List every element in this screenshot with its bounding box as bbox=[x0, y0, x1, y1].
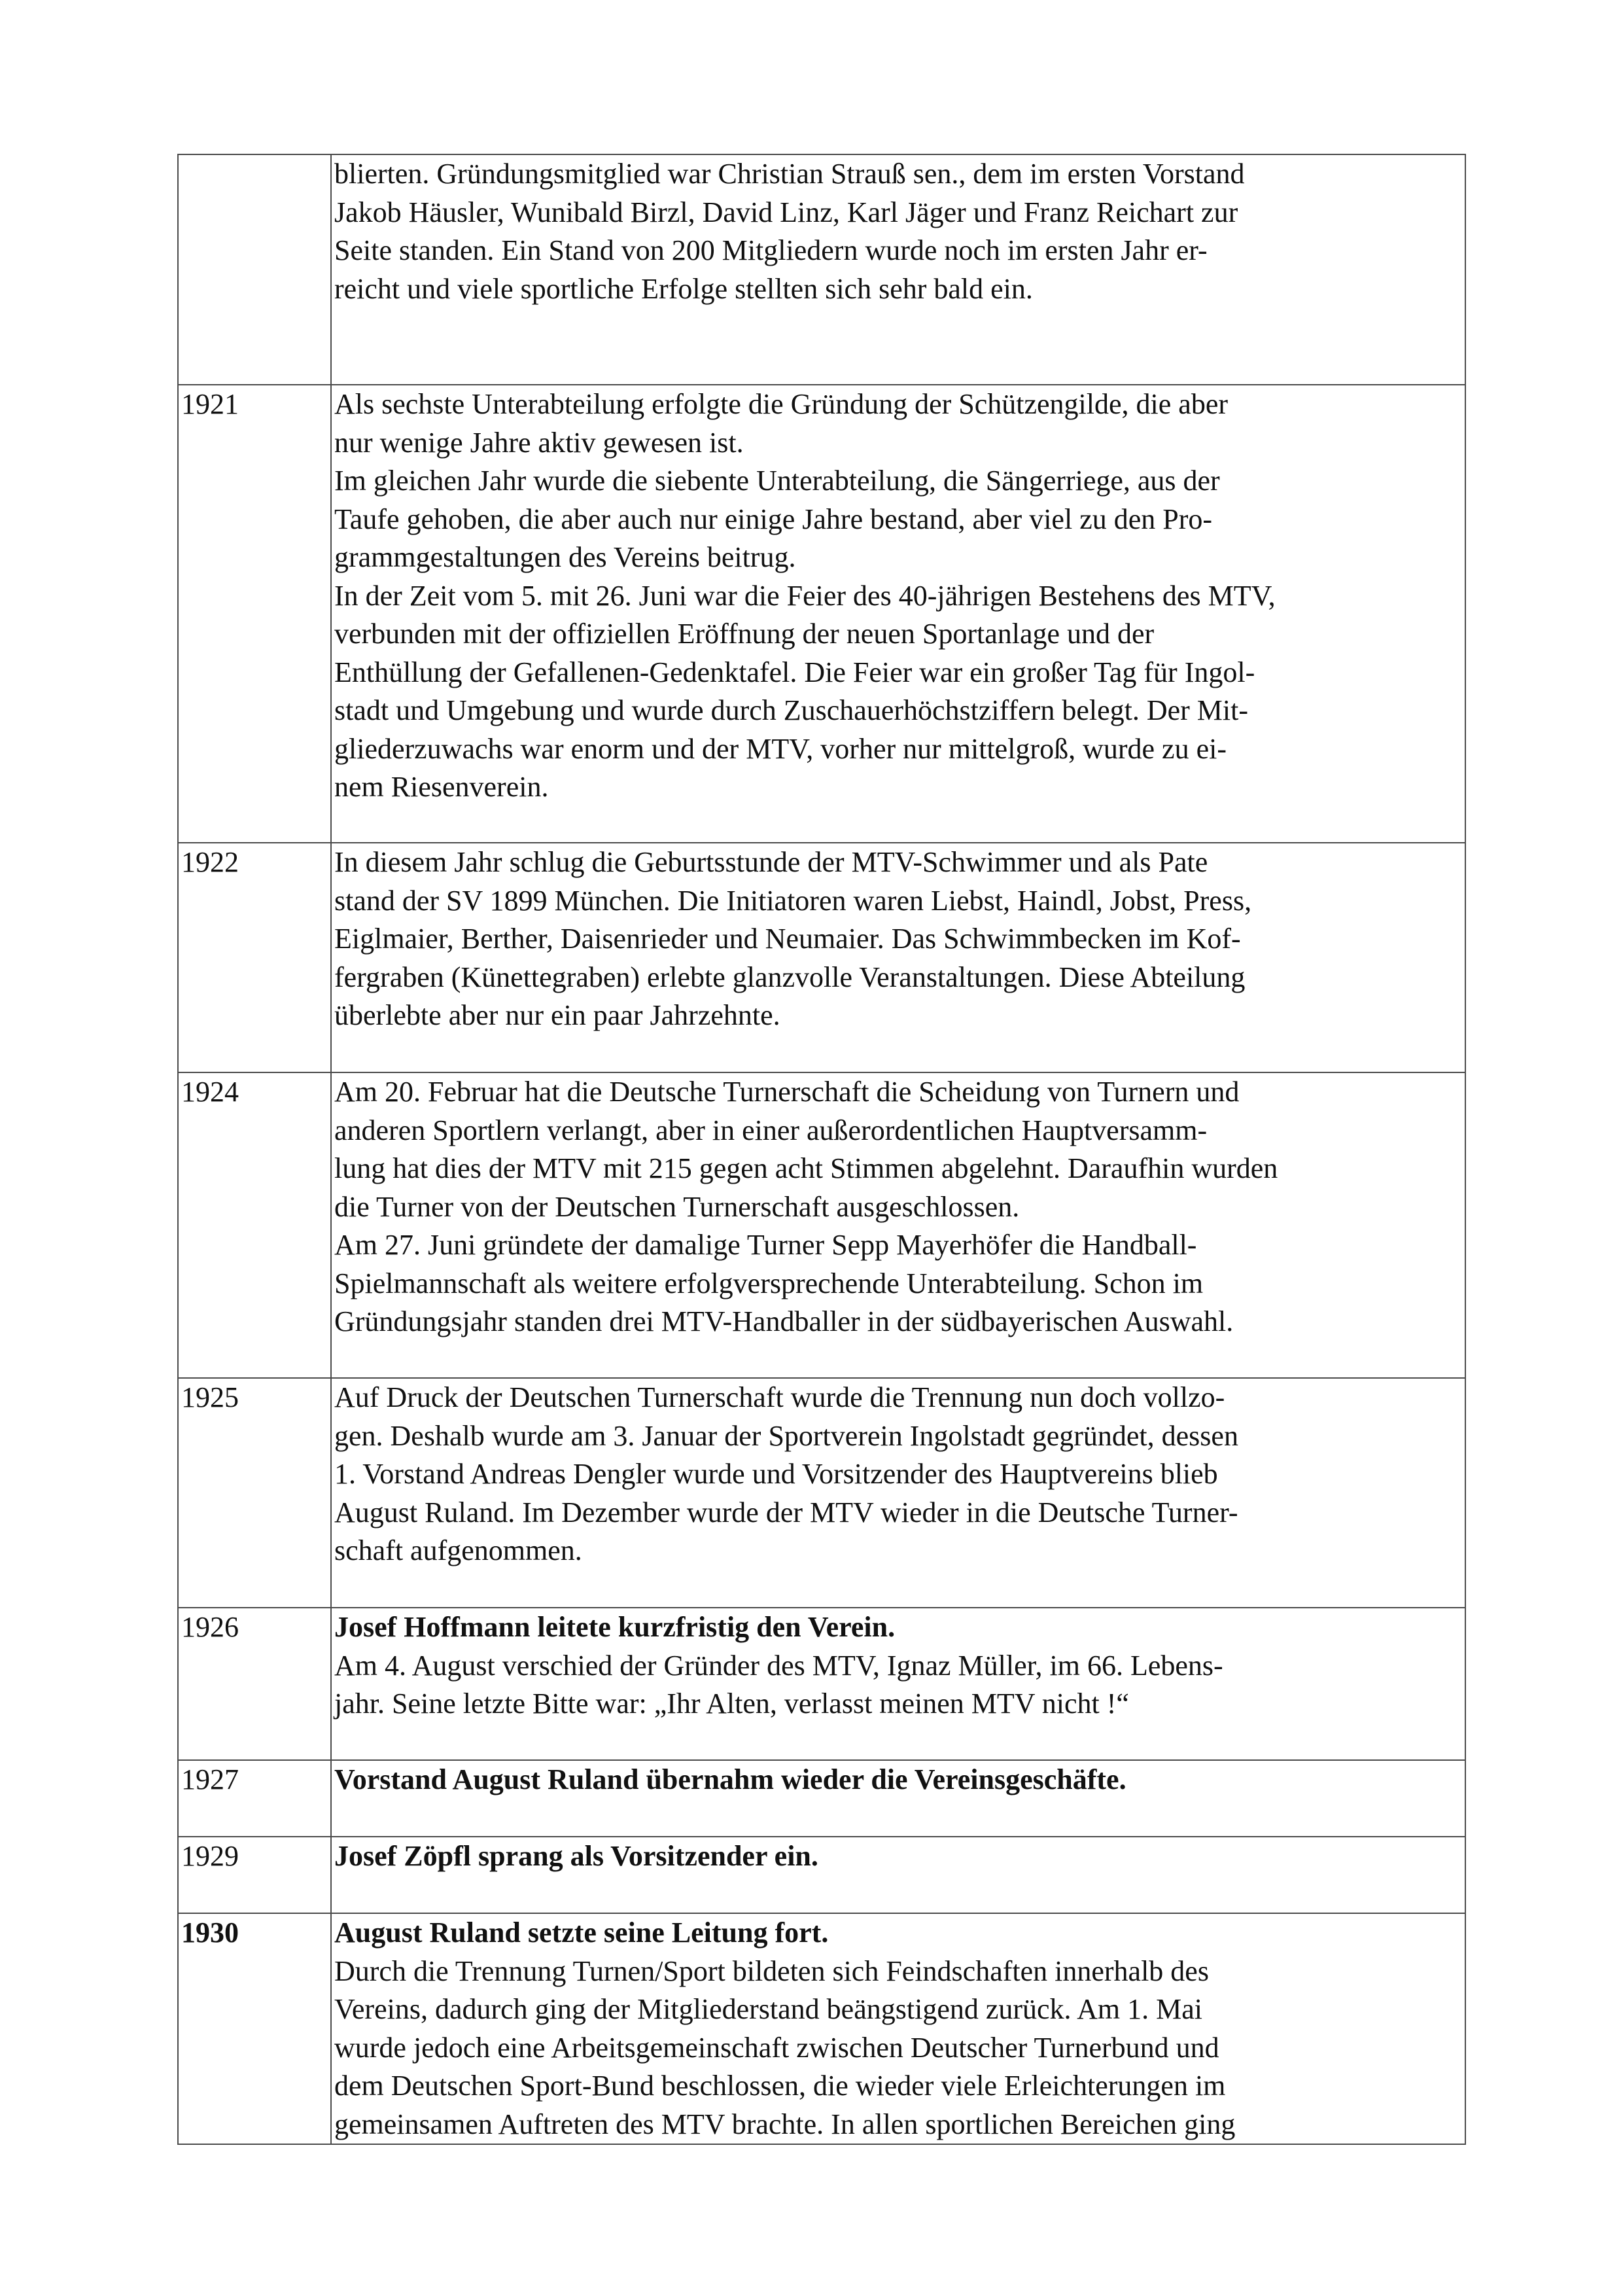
entry-text-line: 1. Vorstand Andreas Dengler wurde und Vorsitzender des Hauptvereins blieb bbox=[334, 1458, 1218, 1490]
entry-text-line: jahr. Seine letzte Bitte war: „Ihr Alten, verlasst meinen MTV nicht !“ bbox=[334, 1687, 1129, 1720]
entry-text-line: Spielmannschaft als weitere erfolgversprechende Unterabteilung. Schon im bbox=[334, 1267, 1204, 1299]
entry-heading-line: Vorstand August Ruland übernahm wieder die Vereinsgeschäfte. bbox=[334, 1763, 1126, 1795]
entry-text-line: Im gleichen Jahr wurde die siebente Unterabteilung, die Sängerriege, aus der bbox=[334, 465, 1220, 497]
entry-text-line: gen. Deshalb wurde am 3. Januar der Sportverein Ingolstadt gegründet, dessen bbox=[334, 1419, 1238, 1452]
chronicle-table-body bbox=[178, 154, 1465, 2144]
entry-text-line: Am 20. Februar hat die Deutsche Turnerschaft die Scheidung von Turnern und bbox=[334, 1076, 1240, 1108]
table-row bbox=[178, 1608, 1465, 1760]
year-cell: 1929 bbox=[178, 1837, 331, 1913]
entry-text-line: Taufe gehoben, die aber auch nur einige Jahre bestand, aber viel zu den Pro- bbox=[334, 503, 1213, 535]
entry-text-line: In diesem Jahr schlug die Geburtsstunde der MTV-Schwimmer und als Pate bbox=[334, 846, 1208, 878]
entry-text-line: In der Zeit vom 5. mit 26. Juni war die Feier des 40-jährigen Bestehens des MTV, bbox=[334, 579, 1276, 612]
entry-text-line: Eiglmaier, Berther, Daisenrieder und Neumaier. Das Schwimmbecken im Kof- bbox=[334, 923, 1241, 955]
table-row bbox=[178, 385, 1465, 843]
entry-text-cell bbox=[331, 1837, 1465, 1913]
entry-text-line: Jakob Häusler, Wunibald Birzl, David Linz, Karl Jäger und Franz Reichart zur bbox=[334, 196, 1238, 228]
year-cell: 1926 bbox=[178, 1608, 331, 1760]
chronicle-table bbox=[177, 154, 1466, 2145]
entry-text-line: blierten. Gründungsmitglied war Christian Strauß sen., dem im ersten Vorstand bbox=[334, 158, 1245, 190]
entry-text-line: Als sechste Unterabteilung erfolgte die Gründung der Schützengilde, die aber bbox=[334, 388, 1228, 420]
entry-heading-line: Josef Zöpfl sprang als Vorsitzender ein. bbox=[334, 1840, 818, 1872]
entry-text-line: Vereins, dadurch ging der Mitgliederstand beängstigend zurück. Am 1. Mai bbox=[334, 1993, 1203, 2025]
entry-text-line: verbunden mit der offiziellen Eröffnung der neuen Sportanlage und der bbox=[334, 618, 1155, 650]
entry-text-line: überlebte aber nur ein paar Jahrzehnte. bbox=[334, 999, 780, 1031]
entry-text-line: grammgestaltungen des Vereins beitrug. bbox=[334, 541, 796, 573]
year-cell: 1924 bbox=[178, 1072, 331, 1378]
year-cell: 1922 bbox=[178, 843, 331, 1072]
entry-text-line: August Ruland. Im Dezember wurde der MTV wieder in die Deutsche Turner- bbox=[334, 1496, 1238, 1528]
entry-text-line: Enthüllung der Gefallenen-Gedenktafel. Die Feier war ein großer Tag für Ingol- bbox=[334, 656, 1255, 688]
entry-text-cell bbox=[331, 154, 1465, 385]
entry-text-line: wurde jedoch eine Arbeitsgemeinschaft zwischen Deutscher Turnerbund und bbox=[334, 2031, 1219, 2064]
entry-heading-line: Josef Hoffmann leitete kurzfristig den Verein. bbox=[334, 1611, 896, 1643]
entry-text-line: fergraben (Künettegraben) erlebte glanzvolle Veranstaltungen. Diese Abteilung bbox=[334, 961, 1246, 993]
entry-text-line: anderen Sportlern verlangt, aber in einer außerordentlichen Hauptversamm- bbox=[334, 1114, 1208, 1146]
table-row bbox=[178, 1837, 1465, 1913]
entry-heading-line: August Ruland setzte seine Leitung fort. bbox=[334, 1916, 829, 1949]
entry-text-line: gemeinsamen Auftreten des MTV brachte. In allen sportlichen Bereichen ging bbox=[334, 2108, 1236, 2140]
entry-text-cell bbox=[331, 843, 1465, 1072]
entry-text-line: dem Deutschen Sport-Bund beschlossen, die wieder viele Erleichterungen im bbox=[334, 2070, 1226, 2102]
entry-text-cell bbox=[331, 1608, 1465, 1760]
year-cell: 1927 bbox=[178, 1760, 331, 1837]
table-row bbox=[178, 1072, 1465, 1378]
table-row bbox=[178, 843, 1465, 1072]
entry-text-line: die Turner von der Deutschen Turnerschaft ausgeschlossen. bbox=[334, 1190, 1020, 1223]
entry-text-line: Am 27. Juni gründete der damalige Turner Sepp Mayerhöfer die Handball- bbox=[334, 1229, 1197, 1261]
entry-text-line: Gründungsjahr standen drei MTV-Handballer in der südbayerischen Auswahl. bbox=[334, 1305, 1234, 1337]
year-cell: 1930 bbox=[178, 1913, 331, 2144]
table-row bbox=[178, 1760, 1465, 1837]
entry-text-line: gliederzuwachs war enorm und der MTV, vorher nur mittelgroß, wurde zu ei- bbox=[334, 732, 1227, 765]
entry-text-line: schaft aufgenommen. bbox=[334, 1534, 582, 1566]
entry-text-cell bbox=[331, 1072, 1465, 1378]
year-cell bbox=[178, 154, 331, 385]
entry-text-cell bbox=[331, 1378, 1465, 1608]
year-cell: 1925 bbox=[178, 1378, 331, 1608]
entry-text-line: Seite standen. Ein Stand von 200 Mitgliedern wurde noch im ersten Jahr er- bbox=[334, 234, 1208, 266]
entry-text-line: nur wenige Jahre aktiv gewesen ist. bbox=[334, 426, 744, 459]
entry-text-cell bbox=[331, 385, 1465, 843]
entry-text-line: stadt und Umgebung und wurde durch Zuschauerhöchstziffern belegt. Der Mit- bbox=[334, 694, 1249, 726]
entry-text-cell bbox=[331, 1913, 1465, 2144]
table-row bbox=[178, 154, 1465, 385]
table-row bbox=[178, 1378, 1465, 1608]
entry-text-line: nem Riesenverein. bbox=[334, 771, 549, 803]
entry-text-cell bbox=[331, 1760, 1465, 1837]
entry-text-line: reicht und viele sportliche Erfolge stellten sich sehr bald ein. bbox=[334, 272, 1033, 305]
entry-text-line: Auf Druck der Deutschen Turnerschaft wurde die Trennung nun doch vollzo- bbox=[334, 1381, 1225, 1413]
table-row bbox=[178, 1913, 1465, 2144]
entry-text-line: lung hat dies der MTV mit 215 gegen acht Stimmen abgelehnt. Daraufhin wurden bbox=[334, 1152, 1278, 1184]
entry-text-line: stand der SV 1899 München. Die Initiatoren waren Liebst, Haindl, Jobst, Press, bbox=[334, 884, 1252, 917]
entry-text-line: Am 4. August verschied der Gründer des MTV, Ignaz Müller, im 66. Lebens- bbox=[334, 1649, 1223, 1682]
year-cell: 1921 bbox=[178, 385, 331, 843]
entry-text-line: Durch die Trennung Turnen/Sport bildeten sich Feindschaften innerhalb des bbox=[334, 1954, 1209, 1987]
